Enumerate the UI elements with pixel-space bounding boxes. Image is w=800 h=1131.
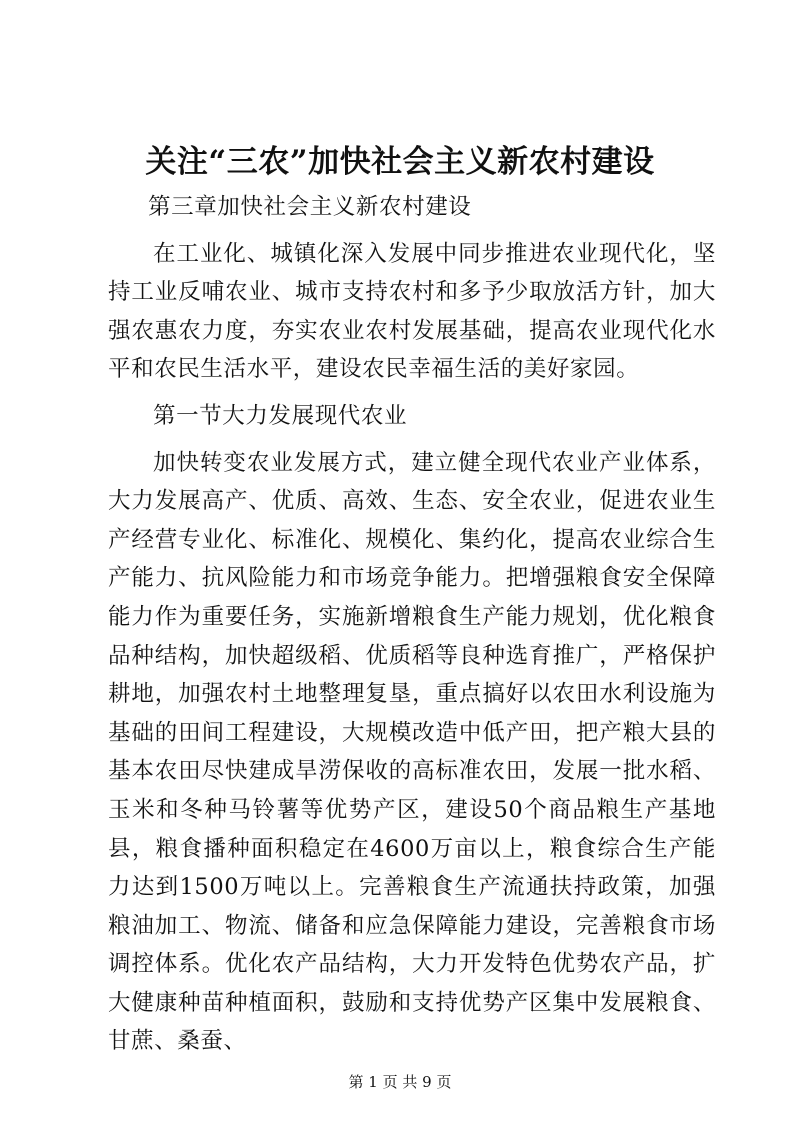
document-body [108,188,716,1061]
page-footer: 第 1 页 共 9 页 [348,1073,452,1091]
document-title: 关注“三农”加快社会主义新农村建设 [145,144,655,180]
chapter-heading: 第三章加快社会主义新农村建设 [148,194,472,220]
spacer [108,436,716,444]
spacer [108,389,716,397]
paragraph-agriculture: 加快转变农业发展方式，建立健全现代农业产业体系，大力发展高产、优质、高效、生态、安全农业，促进农业生产经营专业化、标准化、规模化、集约化，提高农业综合生产能力、抗风险能力和市场竞争能力。把增强粮食安全保障能力作为重要任务，实施新增粮食生产能力规划，优化粮食品种结构，加快超级稻、优质稻等良种选育推广，严格保护耕地，加强农村土地整理复垦，重点搞好以农田水利设施为基础的田间工程建设，大规模改造中低产田，把产粮大县的基本农田尽快建成旱涝保收的高标准农田，发展一批水稻、玉米和冬种马铃薯等优势产区，建设50个商品粮生产基地县，粮食播种面积稳定在4600万亩以上，粮食综合生产能力达到1500万吨以上。完善粮食生产流通扶持政策，加强粮油加工、物流、储备和应急保障能力建设，完善粮食市场调控体系。优化农产品结构，大力开发特色优势农产品，扩大健康种苗种植面积，鼓励和支持优势产区集中发展粮食、甘蔗、桑蚕、 [108,449,716,1055]
paragraph-intro: 在工业化、城镇化深入发展中同步推进农业现代化，坚持工业反哺农业、城市支持农村和多予少取放活方针，加大强农惠农力度，夯实农业农村发展基础，提高农业现代化水平和农民生活水平，建设农民幸福生活的美好家园。 [108,240,716,383]
section-heading: 第一节大力发展现代农业 [153,402,408,429]
spacer [108,227,716,235]
